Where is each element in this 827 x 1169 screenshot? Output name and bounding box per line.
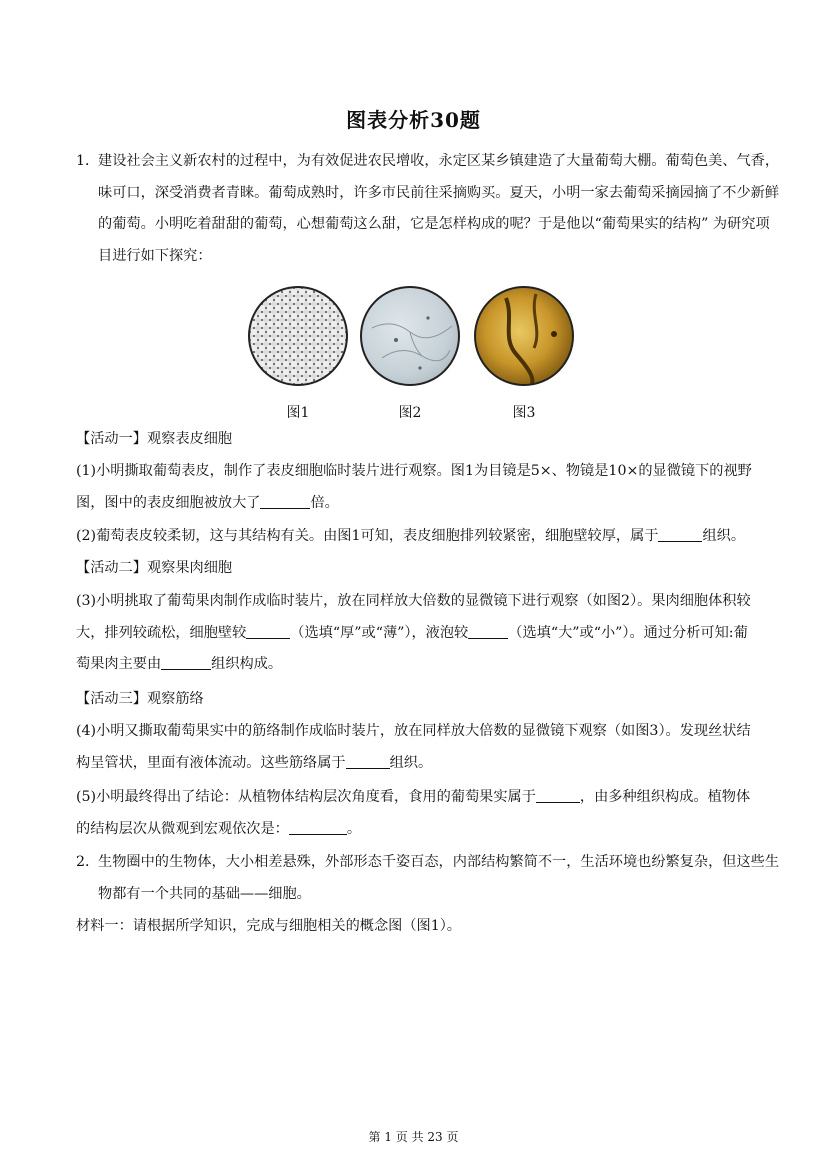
answer-blank-6[interactable] xyxy=(346,754,390,769)
page-title: 图表分析30题 xyxy=(346,108,481,132)
question-2-material: 材料一：请根据所学知识，完成与细胞相关的概念图（图1）。 xyxy=(76,918,461,934)
question-1-part-2 xyxy=(76,521,758,553)
question-1-part-1 xyxy=(76,456,758,519)
answer-blank-2[interactable] xyxy=(658,527,702,542)
answer-blank-3[interactable] xyxy=(246,624,290,639)
question-1-text: 建设社会主义新农村的过程中，为有效促进农民增收，永定区某乡镇建造了大量葡萄大棚。葡萄色美、气香，味可口，深受消费者青睐。葡萄成熟时，许多市民前往采摘购买。夏天，小明一家去葡萄采摘园摘了不少新鲜的葡萄。小明吃着甜甜的葡萄，心想葡萄这么甜，它是怎样构成的呢？于是他以“葡萄果实的结构” 为研究项目进行如下探究： xyxy=(98,153,780,264)
figure-1 xyxy=(248,286,348,422)
part-3-text-c: （选填“大”或“小”）。通过分析可知:葡萄果肉主要由 xyxy=(76,624,748,672)
part-5-text-b: ，由多种组织构成。植物体的结构层次从微观到宏观依次是： xyxy=(76,789,751,837)
question-1-stem xyxy=(76,146,780,272)
question-2-stem xyxy=(76,847,780,910)
figure-2-label: 图2 xyxy=(398,405,422,421)
answer-blank-8[interactable] xyxy=(289,820,347,835)
part-2-text-a: (2)葡萄表皮较柔韧，这与其结构有关。由图1可知，表皮细胞排列较紧密，细胞壁较厚，属于 xyxy=(76,528,659,544)
figure-3 xyxy=(474,286,574,422)
activity-1-title: 【活动一】观察表皮细胞 xyxy=(76,431,233,447)
answer-blank-1[interactable] xyxy=(260,494,310,509)
question-1-part-4 xyxy=(76,716,758,779)
part-1-text-b: 倍。 xyxy=(310,494,339,511)
figure-1-micrograph xyxy=(248,286,348,386)
answer-blank-7[interactable] xyxy=(536,788,580,803)
page-footer: 第 1 页 共 23 页 xyxy=(368,1130,459,1144)
part-4-text-b: 组织。 xyxy=(389,754,433,771)
question-2-number: 2． xyxy=(76,854,100,870)
part-3-text-d: 组织构成。 xyxy=(211,656,283,672)
figure-2 xyxy=(360,286,460,422)
figure-1-label: 图1 xyxy=(286,405,310,421)
part-5-text-c: 。 xyxy=(346,820,362,837)
answer-blank-4[interactable] xyxy=(468,624,508,639)
question-2-text: 生物圈中的生物体，大小相差悬殊，外部形态千姿百态，内部结构繁简不一，生活环境也纷繁复杂，但这些生物都有一个共同的基础——细胞。 xyxy=(98,854,780,902)
figure-2-micrograph xyxy=(360,286,460,386)
part-1-text-a: (1)小明撕取葡萄表皮，制作了表皮细胞临时装片进行观察。图1为目镜是5×、物镜是10×的显微镜下的视野图，图中的表皮细胞被放大了 xyxy=(76,463,752,511)
figure-3-label: 图3 xyxy=(512,405,536,421)
figure-3-micrograph xyxy=(474,286,574,386)
part-2-text-b: 组织。 xyxy=(702,528,746,544)
question-1-part-3 xyxy=(76,586,758,681)
part-3-text-a: (3)小明挑取了葡萄果肉制作成临时装片，放在同样放大倍数的显微镜下进行观察（如图2）。果肉细胞体积较大，排列较疏松，细胞壁较 xyxy=(76,593,751,641)
question-1-part-5 xyxy=(76,782,758,845)
activity-3-title: 【活动三】观察筋络 xyxy=(76,691,204,707)
part-4-text-a: (4)小明又撕取葡萄果实中的筋络制作成临时装片，放在同样放大倍数的显微镜下观察（如图3）。发现丝状结构呈管状，里面有液体流动。这些筋络属于 xyxy=(76,723,751,771)
part-5-text-a: (5)小明最终得出了结论：从植物体结构层次角度看，食用的葡萄果实属于 xyxy=(76,789,536,805)
question-1-number: 1． xyxy=(76,153,100,169)
activity-2-title: 【活动二】观察果肉细胞 xyxy=(76,560,233,576)
part-3-text-b: （选填“厚”或“薄”），液泡较 xyxy=(290,624,469,641)
answer-blank-5[interactable] xyxy=(161,655,211,670)
figure-row xyxy=(248,286,578,421)
